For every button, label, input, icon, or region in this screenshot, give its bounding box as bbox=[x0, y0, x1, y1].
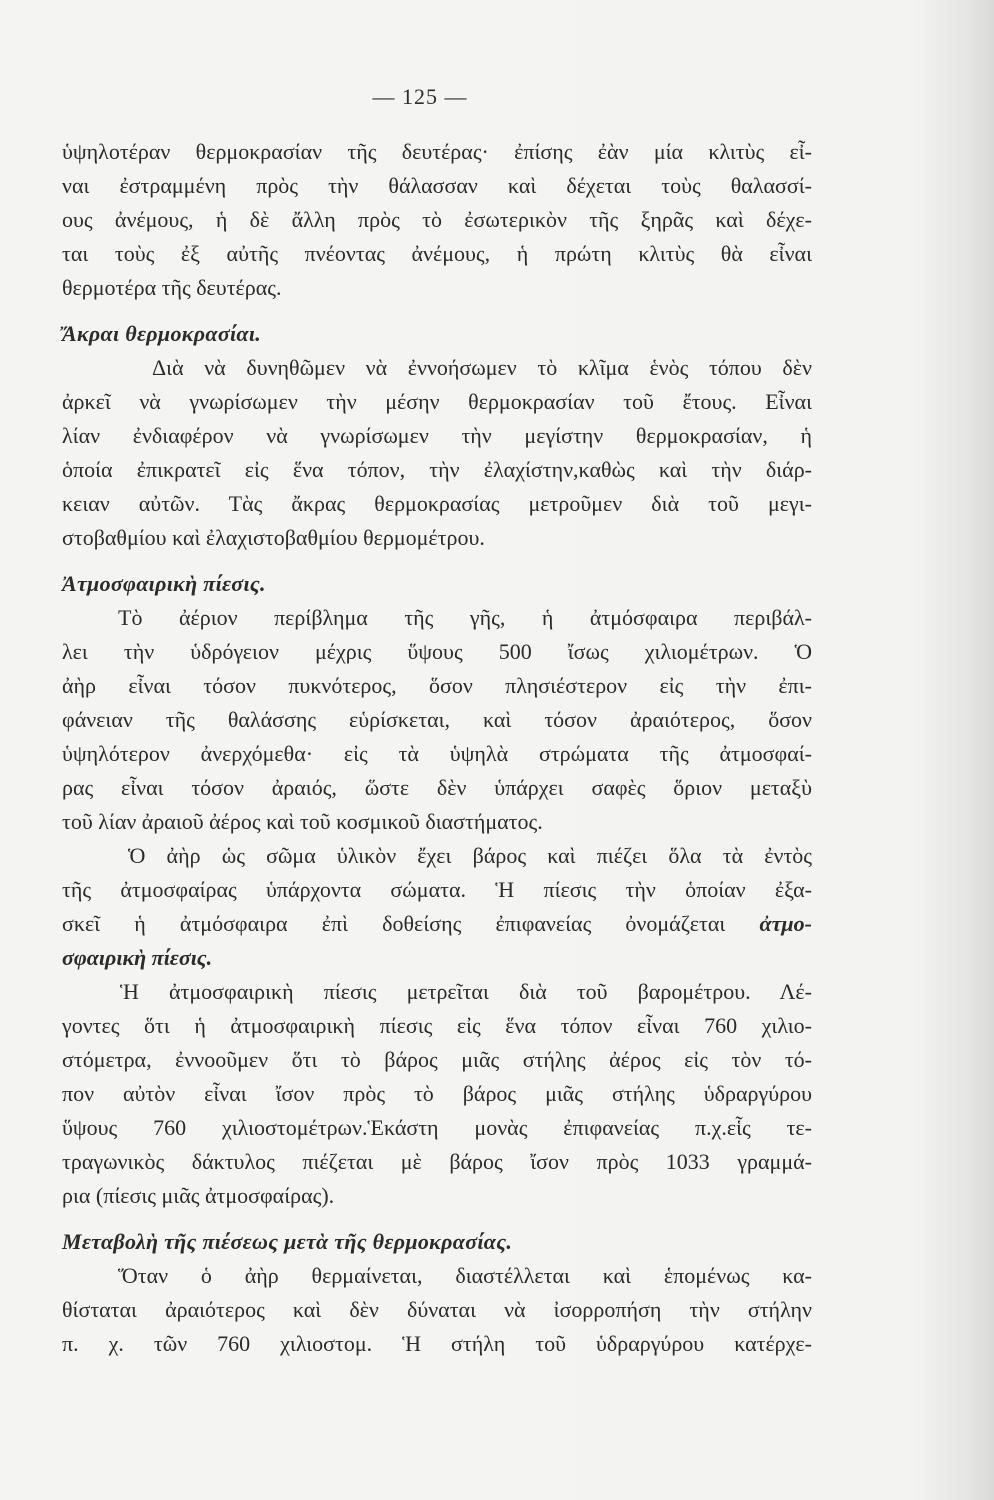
text-line: ους ἀνέμους, ἡ δὲ ἄλλη πρὸς τὸ ἐσωτερικὸν τῆς ξηρᾶς καὶ δέχε- bbox=[62, 207, 812, 232]
text-line: π. χ. τῶν 760 χιλιοστομ. Ἡ στήλη τοῦ ὑδραργύρου κατέρχε- bbox=[62, 1331, 812, 1356]
text-line: Ὁ ἀὴρ ὡς σῶμα ὑλικὸν ἔχει βάρος καὶ πιέζει ὅλα τὰ ἐντὸς bbox=[128, 843, 812, 868]
text-line bbox=[62, 907, 812, 941]
text-block bbox=[62, 135, 812, 1361]
paragraph bbox=[62, 351, 812, 555]
bold-term: σφαιρικὴ πίεσις. bbox=[62, 945, 213, 970]
text-line bbox=[62, 941, 812, 975]
text-line: γοντες ὅτι ἡ ἀτμοσφαιρικὴ πίεσις εἰς ἕνα τόπον εἶναι 760 χιλιο- bbox=[62, 1013, 812, 1038]
text-line: θίσταται ἀραιότερος καὶ δὲν δύναται νὰ ἰσορροπήση τὴν στήλην bbox=[62, 1297, 812, 1322]
text-line: ὁποία ἐπικρατεῖ εἰς ἕνα τόπον, τὴν ἐλαχίστην,καθὼς καὶ τὴν διάρ- bbox=[62, 457, 812, 482]
section-heading: Μεταβολὴ τῆς πιέσεως μετὰ τῆς θερμοκρασίας. bbox=[62, 1229, 513, 1254]
text-line: Ὅταν ὁ ἀὴρ θερμαίνεται, διαστέλλεται καὶ ἑπομένως κα- bbox=[118, 1263, 812, 1288]
text-line: Τὸ ἀέριον περίβλημα τῆς γῆς, ἡ ἀτμόσφαιρα περιβάλ- bbox=[118, 605, 812, 630]
text-line: ἀρκεῖ νὰ γνωρίσωμεν τὴν μέσην θερμοκρασίαν τοῦ ἔτους. Εἶναι bbox=[62, 389, 812, 414]
bold-term: ἀτμο- bbox=[759, 911, 812, 936]
line-text: σκεῖ ἡ ἀτμόσφαιρα ἐπὶ δοθείσης ἐπιφανείας ὀνομάζεται bbox=[62, 911, 726, 936]
text-line: τραγωνικὸς δάκτυλος πιέζεται μὲ βάρος ἴσον πρὸς 1033 γραμμά- bbox=[62, 1149, 812, 1174]
page-number: — 125 — bbox=[372, 84, 468, 109]
text-line: λίαν ἐνδιαφέρον νὰ γνωρίσωμεν τὴν μεγίστην θερμοκρασίαν, ἡ bbox=[62, 423, 812, 448]
paragraph bbox=[62, 601, 812, 839]
text-line: Ἡ ἀτμοσφαιρικὴ πίεσις μετρεῖται διὰ τοῦ βαρομέτρου. Λέ- bbox=[120, 979, 812, 1004]
text-line: ται τοὺς ἐξ αὐτῆς πνέοντας ἀνέμους, ἡ πρώτη κλιτὺς θὰ εἶναι bbox=[62, 241, 812, 266]
text-line: ὑψηλότερον ἀνερχόμεθα· εἰς τὰ ὑψηλὰ στρώματα τῆς ἀτμοσφαί- bbox=[62, 741, 812, 766]
text-line: Διὰ νὰ δυνηθῶμεν νὰ ἐννοήσωμεν τὸ κλῖμα ἑνὸς τόπου δὲν bbox=[152, 355, 812, 380]
text-line: στοβαθμίου καὶ ἐλαχιστοβαθμίου θερμομέτρου. bbox=[62, 525, 485, 550]
paragraph bbox=[62, 135, 812, 305]
section-heading: Ἀτμοσφαιρικὴ πίεσις. bbox=[62, 571, 266, 596]
text-line: λει τὴν ὑδρόγειον μέχρις ὕψους 500 ἴσως χιλιομέτρων. Ὁ bbox=[62, 639, 812, 664]
text-line: πον αὐτὸν εἶναι ἴσον πρὸς τὸ βάρος μιᾶς στήλης ὑδραργύρου bbox=[62, 1081, 812, 1106]
paragraph bbox=[62, 1259, 812, 1361]
text-line: κειαν αὐτῶν. Τὰς ἄκρας θερμοκρασίας μετροῦμεν διὰ τοῦ μεγι- bbox=[62, 491, 812, 516]
text-line: ἀὴρ εἶναι τόσον πυκνότερος, ὅσον πλησιέστερον εἰς τὴν ἐπι- bbox=[62, 673, 812, 698]
text-line: θερμοτέρα τῆς δευτέρας. bbox=[62, 275, 282, 300]
text-line: ρας εἶναι τόσον ἀραιός, ὥστε δὲν ὑπάρχει σαφὲς ὅριον μεταξὺ bbox=[62, 775, 812, 800]
text-line: φάνειαν τῆς θαλάσσης εὑρίσκεται, καὶ τόσον ἀραιότερος, ὅσον bbox=[62, 707, 812, 732]
text-line: ὕψους 760 χιλιοστομέτρων.Ἑκάστη μονὰς ἐπιφανείας π.χ.εἷς τε- bbox=[62, 1115, 812, 1140]
text-line: τοῦ λίαν ἀραιοῦ ἀέρος καὶ τοῦ κοσμικοῦ διαστήματος. bbox=[62, 809, 543, 834]
text-line: ρια (πίεσις μιᾶς ἀτμοσφαίρας). bbox=[62, 1183, 335, 1208]
section-heading: Ἄκραι θερμοκρασίαι. bbox=[62, 321, 262, 346]
text-line: ναι ἐστραμμένη πρὸς τὴν θάλασσαν καὶ δέχεται τοὺς θαλασσί- bbox=[62, 173, 812, 198]
text-line: τῆς ἀτμοσφαίρας ὑπάρχοντα σώματα. Ἡ πίεσις τὴν ὁποίαν ἐξα- bbox=[62, 877, 812, 902]
text-line: ὑψηλοτέραν θερμοκρασίαν τῆς δευτέρας· ἐπίσης ἐὰν μία κλιτὺς εἶ- bbox=[62, 139, 812, 164]
paragraph bbox=[62, 975, 812, 1213]
text-line: στόμετρα, ἐννοοῦμεν ὅτι τὸ βάρος μιᾶς στήλης ἀέρος εἰς τὸν τό- bbox=[62, 1047, 812, 1072]
paragraph bbox=[62, 839, 812, 975]
